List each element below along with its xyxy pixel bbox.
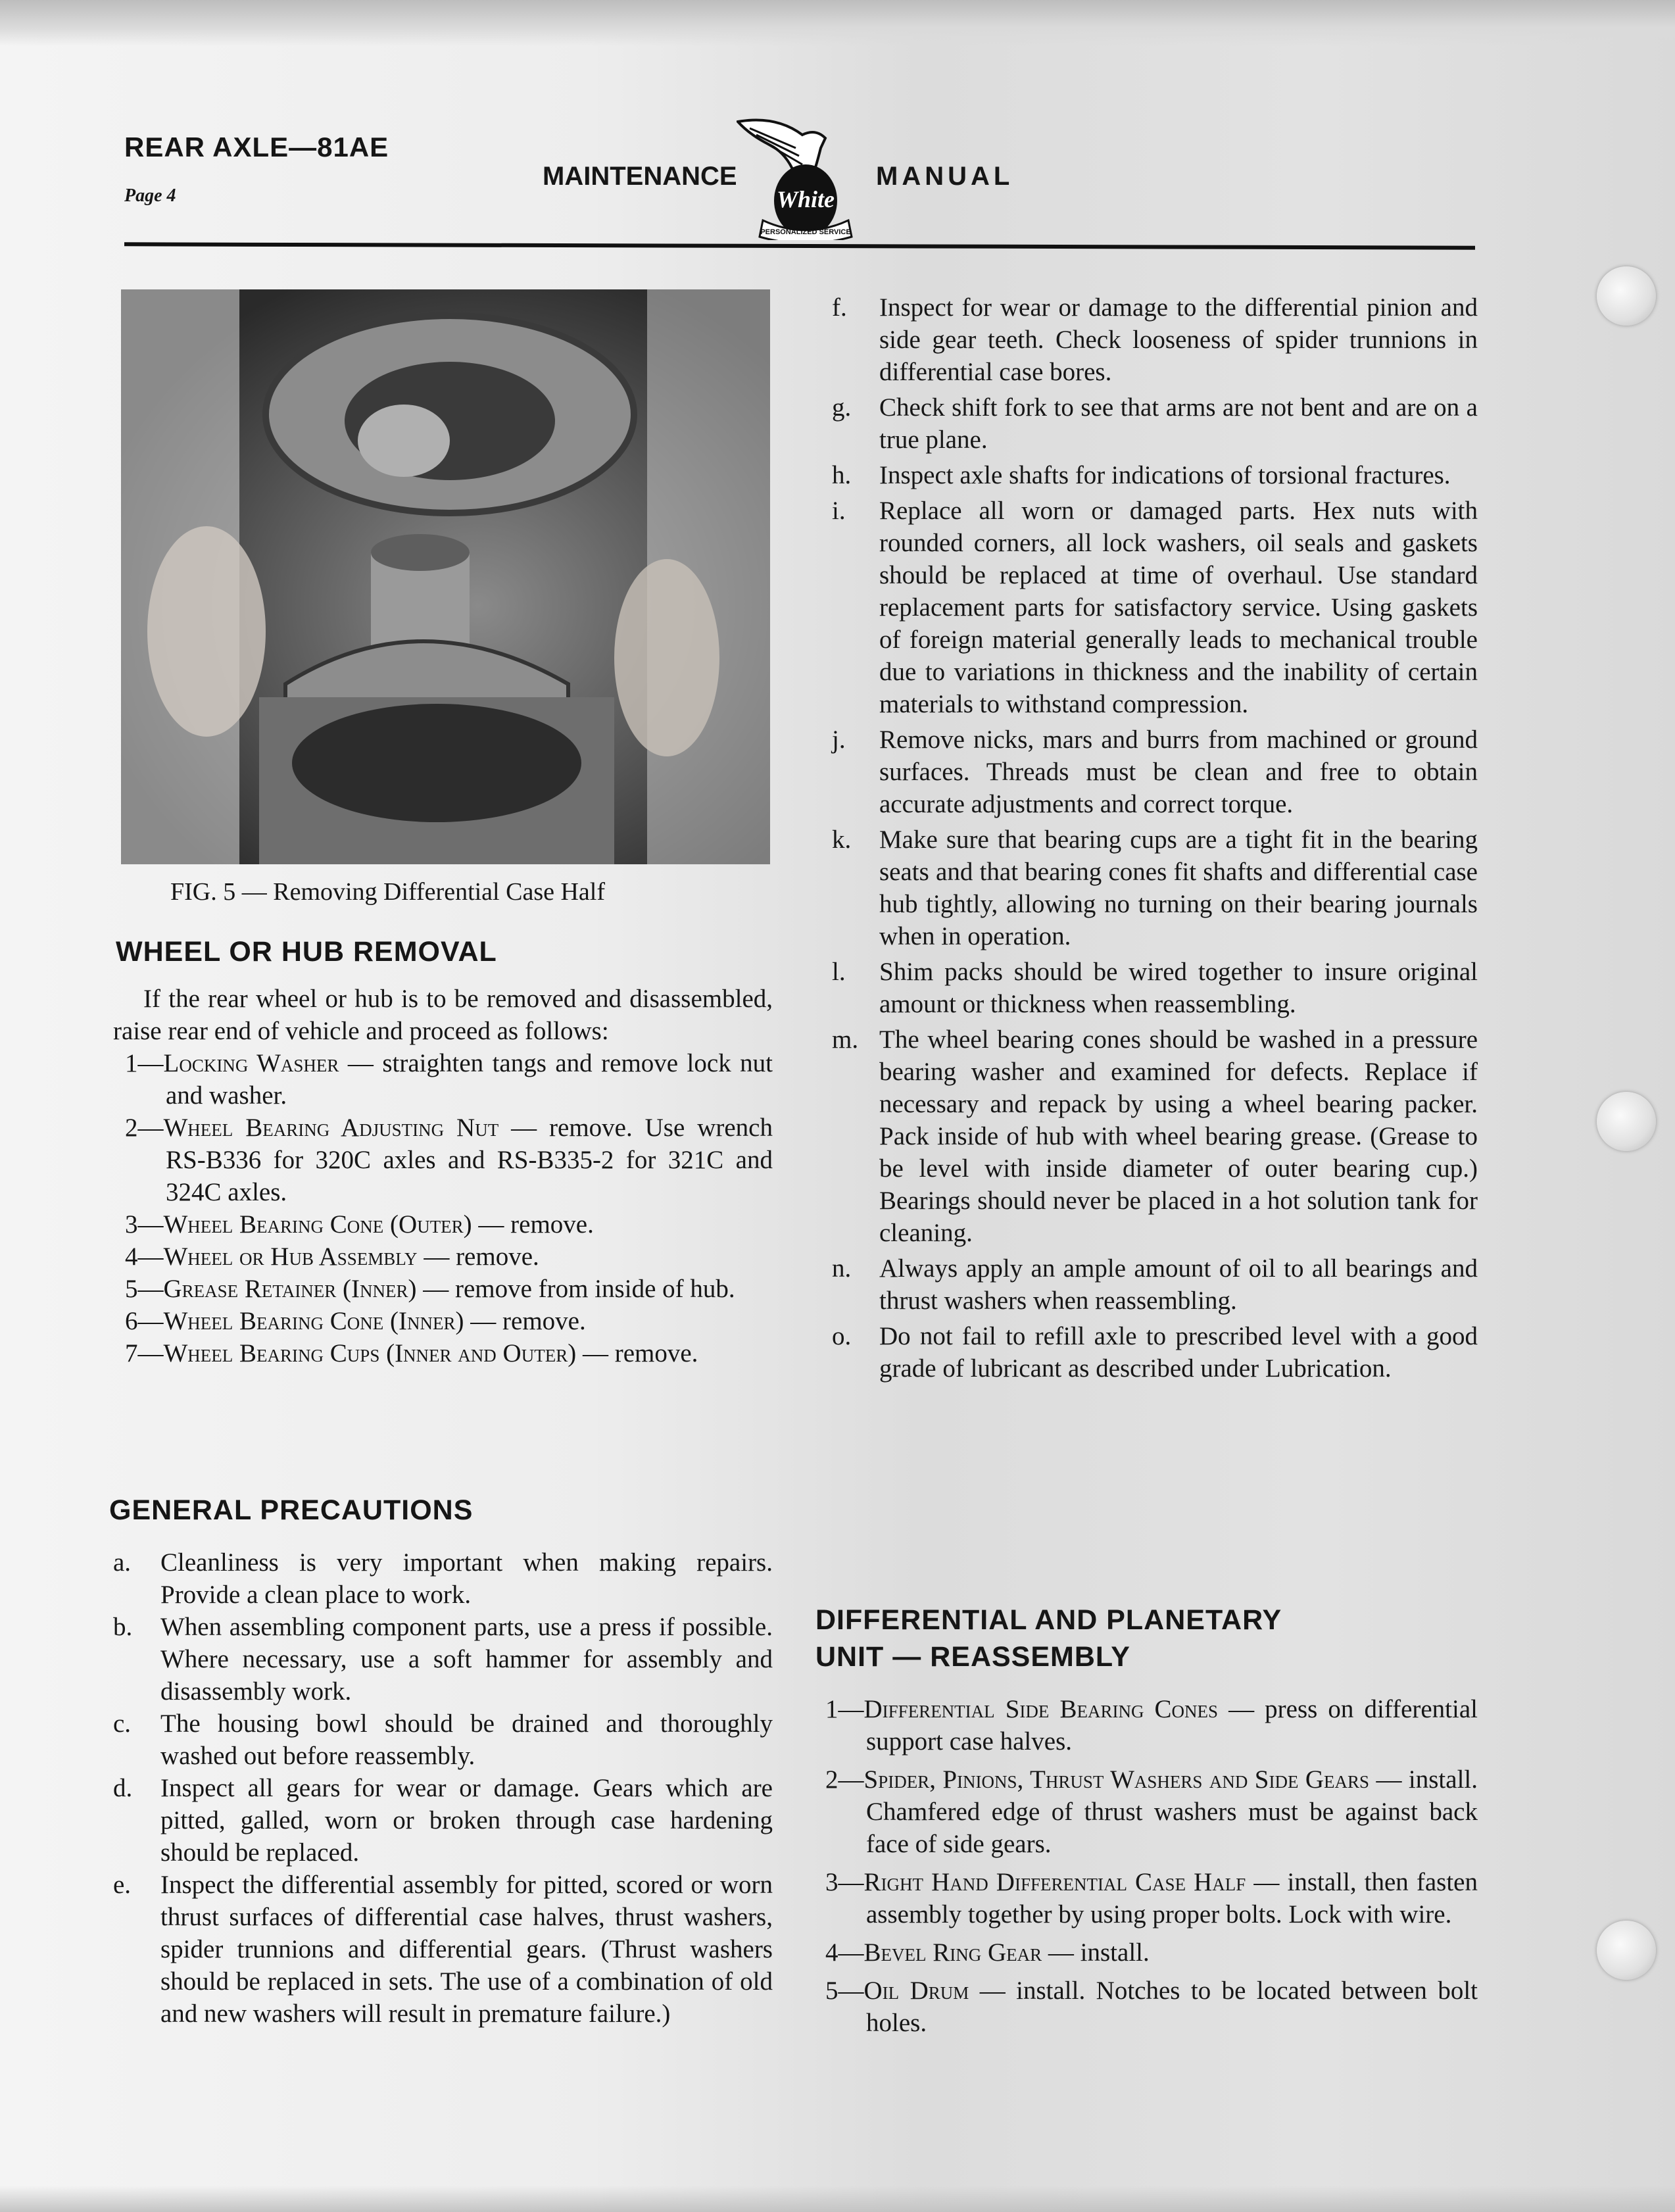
step-part-name: Locking Washer: [163, 1049, 339, 1077]
precaution-item: [832, 823, 1478, 952]
reassembly-steps: [825, 1693, 1478, 2045]
step-instruction: — remove. Use wrench RS-B336 for 320C axles and RS-B335-2 for 321C and 324C axles.: [166, 1114, 773, 1206]
precaution-item: [832, 495, 1478, 720]
header-manual: MANUAL: [876, 162, 1014, 191]
scan-edge-bottom: [0, 2186, 1675, 2212]
step-number: 2—: [125, 1114, 164, 1142]
item-letter: l.: [832, 958, 846, 986]
step-number: 1—: [125, 1049, 164, 1077]
binder-hole: [1597, 266, 1656, 326]
step-part-name: Right Hand Differential Case Half: [863, 1868, 1246, 1896]
wheel-hub-section: [113, 983, 773, 1369]
step-part-name: Wheel Bearing Adjusting Nut: [163, 1114, 499, 1142]
precaution-item: [113, 1772, 773, 1869]
step-number: 7—: [125, 1339, 164, 1367]
precaution-item: [832, 956, 1478, 1020]
manual-section-title: REAR AXLE—81AE: [124, 132, 389, 162]
binder-hole: [1597, 1092, 1656, 1151]
item-text: The wheel bearing cones should be washed in a pressure bearing washer and examined for defects. Replace if necessary and repack by using a wheel bearing packer. Pack inside of hub with wheel bearing grease. (Grease to be level with inside diameter of outer bearing cup.) Bearings should never be placed in a hot solution tank for cleaning.: [879, 1025, 1478, 1247]
item-letter: c.: [113, 1709, 132, 1738]
item-letter: i.: [832, 497, 846, 525]
item-text: When assembling component parts, use a press if possible. Where necessary, use a soft hammer for assembly and disassembly work.: [160, 1613, 773, 1706]
step-part-name: Wheel Bearing Cone (Outer): [163, 1210, 472, 1239]
item-text: The housing bowl should be drained and thoroughly washed out before reassembly.: [160, 1709, 773, 1770]
step-part-name: Wheel Bearing Cups (Inner and Outer): [163, 1339, 577, 1367]
heading-wheel-hub-removal: WHEEL OR HUB REMOVAL: [116, 936, 497, 968]
item-letter: o.: [832, 1322, 852, 1350]
step-number: 3—: [125, 1210, 164, 1239]
header-rule: [124, 242, 1475, 249]
step-item: [125, 1337, 773, 1369]
step-part-name: Differential Side Bearing Cones: [863, 1695, 1219, 1723]
binder-hole: [1597, 1921, 1656, 1980]
step-number: 4—: [825, 1938, 864, 1967]
item-letter: f.: [832, 293, 847, 322]
step-item: [125, 1273, 773, 1305]
header-maintenance: MAINTENANCE: [543, 162, 737, 191]
item-letter: a.: [113, 1548, 132, 1577]
item-text: Inspect for wear or damage to the differential pinion and side gear teeth. Check looseness of spider trunnions in differential case bores.: [879, 293, 1478, 386]
step-number: 5—: [125, 1275, 164, 1303]
wheel-hub-steps: [113, 1047, 773, 1369]
step-item: [825, 1936, 1478, 1969]
step-instruction: — remove.: [576, 1339, 698, 1367]
step-number: 1—: [825, 1695, 864, 1723]
item-text: Check shift fork to see that arms are not bent and are on a true plane.: [879, 393, 1478, 454]
item-letter: n.: [832, 1254, 852, 1283]
heading-reassembly-line1: DIFFERENTIAL AND PLANETARY: [815, 1604, 1282, 1636]
step-item: [825, 1693, 1478, 1757]
item-letter: k.: [832, 825, 852, 854]
item-letter: e.: [113, 1871, 132, 1899]
item-letter: b.: [113, 1613, 133, 1641]
precautions-list-left: [113, 1546, 773, 2030]
step-part-name: Spider, Pinions, Thrust Washers and Side Gears: [863, 1765, 1370, 1794]
item-text: Inspect axle shafts for indications of torsional fractures.: [879, 461, 1451, 489]
step-item: [825, 1763, 1478, 1860]
step-number: 6—: [125, 1307, 164, 1335]
item-letter: g.: [832, 393, 852, 422]
step-item: [125, 1047, 773, 1112]
item-text: Do not fail to refill axle to prescribed level with a good grade of lubricant as described under Lubrication.: [879, 1322, 1478, 1383]
step-item: [125, 1112, 773, 1208]
item-letter: d.: [113, 1774, 133, 1802]
svg-text:White: White: [776, 186, 835, 212]
precaution-item: [832, 391, 1478, 456]
step-part-name: Wheel or Hub Assembly: [163, 1242, 418, 1271]
step-item: [825, 1866, 1478, 1930]
step-instruction: — straighten tangs and remove lock nut and washer.: [166, 1049, 773, 1110]
item-letter: m.: [832, 1025, 859, 1054]
step-instruction: — remove.: [464, 1307, 586, 1335]
precaution-item: [832, 1023, 1478, 1249]
step-instruction: — install, then fasten assembly together by using proper bolts. Lock with wire.: [866, 1868, 1478, 1929]
precaution-item: [113, 1546, 773, 1611]
precaution-item: [832, 724, 1478, 820]
step-part-name: Bevel Ring Gear: [863, 1938, 1042, 1967]
step-part-name: Wheel Bearing Cone (Inner): [163, 1307, 464, 1335]
item-text: Make sure that bearing cups are a tight fit in the bearing seats and that bearing cones fit shafts and differential case hub tightly, allowing no turning on their bearing journals when in operation.: [879, 825, 1478, 950]
wheel-hub-intro: If the rear wheel or hub is to be removed and disassembled, raise rear end of vehicle and proceed as follows:: [113, 985, 773, 1045]
step-instruction: — install. Chamfered edge of thrust washers must be against back face of side gears.: [866, 1765, 1478, 1858]
figure-5-photo: [121, 289, 770, 864]
item-letter: j.: [832, 725, 846, 754]
item-text: Shim packs should be wired together to insure original amount or thickness when reassembling.: [879, 958, 1478, 1018]
item-text: Inspect the differential assembly for pitted, scored or worn thrust surfaces of differential case halves, thrust washers, spider trunnions and differential gears. (Thrust washers should be replaced in sets. The use of a combination of old and new washers will result in premature failure.): [160, 1871, 773, 2028]
item-text: Cleanliness is very important when making repairs. Provide a clean place to work.: [160, 1548, 773, 1609]
precaution-item: [832, 1320, 1478, 1385]
step-part-name: Oil Drum: [863, 1977, 969, 2005]
figure-caption: FIG. 5 — Removing Differential Case Half: [170, 878, 605, 906]
step-instruction: — press on differential support case halves.: [866, 1695, 1478, 1756]
step-item: [125, 1241, 773, 1273]
svg-text:PERSONALIZED SERVICE: PERSONALIZED SERVICE: [760, 228, 851, 236]
item-letter: h.: [832, 461, 852, 489]
step-instruction: — remove.: [417, 1242, 539, 1271]
precaution-item: [832, 1252, 1478, 1317]
precaution-item: [832, 291, 1478, 388]
precaution-item: [113, 1611, 773, 1708]
precaution-item: [832, 459, 1478, 491]
item-text: Replace all worn or damaged parts. Hex nuts with rounded corners, all lock washers, oil seals and gaskets should be replaced at time of overhaul. Use standard replacement parts for satisfactory service. Using gaskets of foreign material generally leads to mechanical trouble due to variations in thickness and the inability of certain materials to withstand compression.: [879, 497, 1478, 718]
item-text: Remove nicks, mars and burrs from machined or ground surfaces. Threads must be clean and free to obtain accurate adjustments and correct torque.: [879, 725, 1478, 818]
step-item: [825, 1975, 1478, 2039]
step-instruction: — remove.: [472, 1210, 594, 1239]
precautions-list-right: [832, 291, 1478, 1388]
item-text: Inspect all gears for wear or damage. Gears which are pitted, galled, worn or broken through case hardening should be replaced.: [160, 1774, 773, 1867]
heading-reassembly-line2: UNIT — REASSEMBLY: [815, 1641, 1130, 1673]
heading-general-precautions: GENERAL PRECAUTIONS: [109, 1494, 473, 1526]
item-text: Always apply an ample amount of oil to all bearings and thrust washers when reassembling.: [879, 1254, 1478, 1315]
step-instruction: — remove from inside of hub.: [416, 1275, 735, 1303]
step-instruction: — install.: [1042, 1938, 1150, 1967]
step-item: [125, 1305, 773, 1337]
page-number: Page 4: [124, 185, 176, 206]
step-item: [125, 1208, 773, 1241]
step-number: 4—: [125, 1242, 164, 1271]
scan-edge-top: [0, 0, 1675, 46]
step-part-name: Grease Retainer (Inner): [163, 1275, 417, 1303]
step-number: 3—: [825, 1868, 864, 1896]
step-instruction: — install. Notches to be located between bolt holes.: [866, 1977, 1478, 2037]
precaution-item: [113, 1708, 773, 1772]
precaution-item: [113, 1869, 773, 2030]
white-eagle-logo: [737, 109, 875, 240]
step-number: 5—: [825, 1977, 864, 2005]
step-number: 2—: [825, 1765, 864, 1794]
